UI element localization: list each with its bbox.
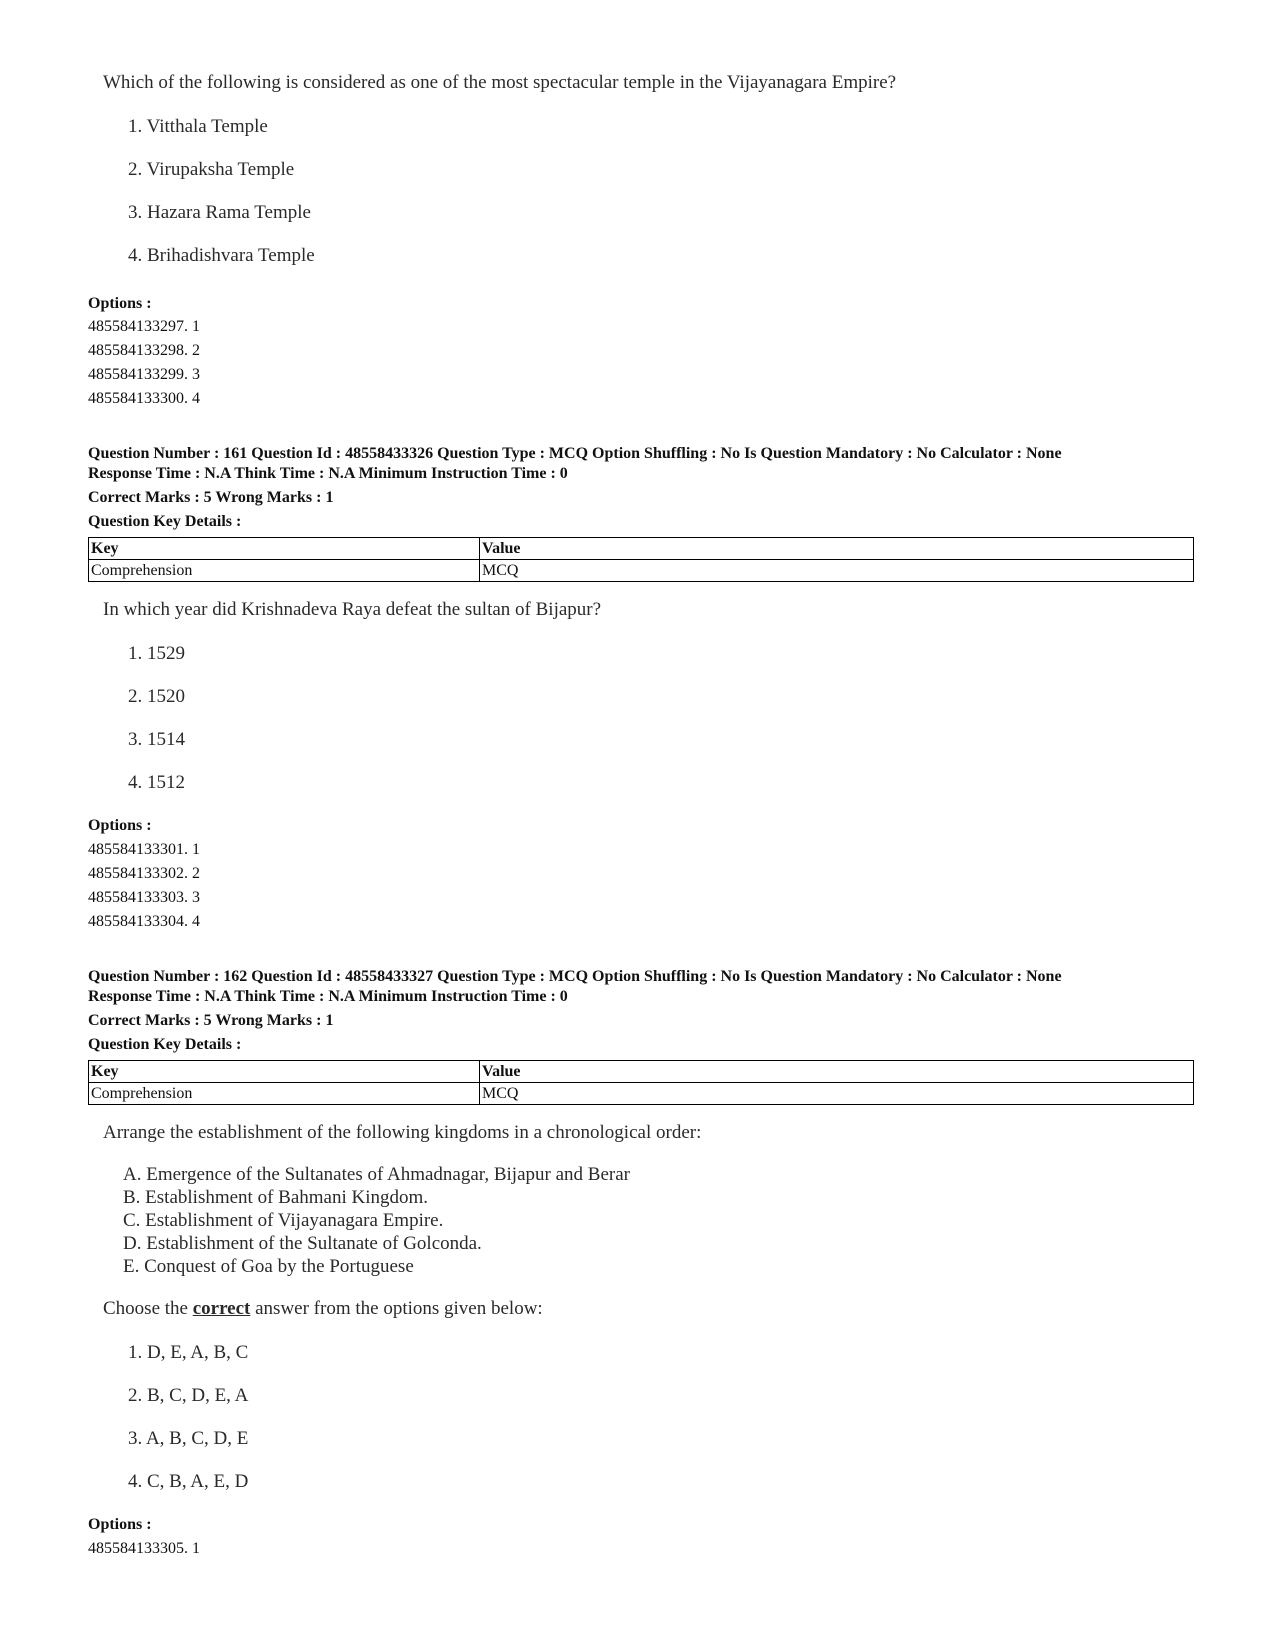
- option-id: 485584133305. 1: [88, 1540, 200, 1557]
- choice-item: 3. 1514: [128, 729, 185, 750]
- question-marks: Correct Marks : 5 Wrong Marks : 1: [88, 1012, 334, 1029]
- option-id: 485584133304. 4: [88, 913, 200, 930]
- question-meta: Response Time : N.A Think Time : N.A Minimum Instruction Time : 0: [88, 465, 568, 482]
- option-id: 485584133300. 4: [88, 390, 200, 407]
- table-cell-key: Comprehension: [89, 1083, 480, 1105]
- statement-item: D. Establishment of the Sultanate of Golconda.: [123, 1233, 482, 1254]
- table-cell-value: MCQ: [480, 1083, 1194, 1105]
- options-label: Options :: [88, 295, 152, 312]
- choice-item: 2. B, C, D, E, A: [128, 1385, 249, 1406]
- table-header-value: Value: [480, 538, 1194, 560]
- question-key-table: [88, 1060, 1194, 1105]
- instruction-prefix: Choose the: [103, 1298, 193, 1319]
- question-text: Arrange the establishment of the following kingdoms in a chronological order:: [103, 1122, 702, 1143]
- option-id: 485584133302. 2: [88, 865, 200, 882]
- option-id: 485584133299. 3: [88, 366, 200, 383]
- question-meta: Response Time : N.A Think Time : N.A Minimum Instruction Time : 0: [88, 988, 568, 1005]
- question-key-table: [88, 537, 1194, 582]
- choice-item: 2. 1520: [128, 686, 185, 707]
- question-marks: Correct Marks : 5 Wrong Marks : 1: [88, 489, 334, 506]
- question-meta: Question Number : 161 Question Id : 48558433326 Question Type : MCQ Option Shuffling : No Is Question Mandatory : No Calculator : None: [88, 445, 1062, 462]
- choice-item: 4. C, B, A, E, D: [128, 1471, 249, 1492]
- question-text: Which of the following is considered as one of the most spectacular temple in the Vijayanagara Empire?: [103, 72, 897, 93]
- question-meta: Question Number : 162 Question Id : 48558433327 Question Type : MCQ Option Shuffling : No Is Question Mandatory : No Calculator : None: [88, 968, 1062, 985]
- key-details-label: Question Key Details :: [88, 513, 242, 530]
- choice-item: 3. A, B, C, D, E: [128, 1428, 249, 1449]
- choice-item: 1. Vitthala Temple: [128, 116, 268, 137]
- option-id: 485584133298. 2: [88, 342, 200, 359]
- options-label: Options :: [88, 1516, 152, 1533]
- options-label: Options :: [88, 817, 152, 834]
- option-id: 485584133301. 1: [88, 841, 200, 858]
- choice-item: 2. Virupaksha Temple: [128, 159, 295, 180]
- table-cell-key: Comprehension: [89, 560, 480, 582]
- choice-item: 1. 1529: [128, 643, 185, 664]
- statement-item: E. Conquest of Goa by the Portuguese: [123, 1256, 414, 1277]
- table-header-key: Key: [89, 538, 480, 560]
- statement-item: C. Establishment of Vijayanagara Empire.: [123, 1210, 444, 1231]
- statement-item: B. Establishment of Bahmani Kingdom.: [123, 1187, 429, 1208]
- table-cell-value: MCQ: [480, 560, 1194, 582]
- choice-item: 1. D, E, A, B, C: [128, 1342, 249, 1363]
- choice-item: 4. Brihadishvara Temple: [128, 245, 315, 266]
- table-header-key: Key: [89, 1061, 480, 1083]
- option-id: 485584133303. 3: [88, 889, 200, 906]
- instruction-text: [103, 1298, 543, 1320]
- key-details-label: Question Key Details :: [88, 1036, 242, 1053]
- table-header-value: Value: [480, 1061, 1194, 1083]
- instruction-emphasis: correct: [192, 1298, 251, 1319]
- option-id: 485584133297. 1: [88, 318, 200, 335]
- choice-item: 3. Hazara Rama Temple: [128, 202, 311, 223]
- instruction-suffix: answer from the options given below:: [250, 1298, 543, 1319]
- question-text: In which year did Krishnadeva Raya defeat the sultan of Bijapur?: [103, 599, 602, 620]
- statement-item: A. Emergence of the Sultanates of Ahmadnagar, Bijapur and Berar: [123, 1164, 630, 1185]
- choice-item: 4. 1512: [128, 772, 185, 793]
